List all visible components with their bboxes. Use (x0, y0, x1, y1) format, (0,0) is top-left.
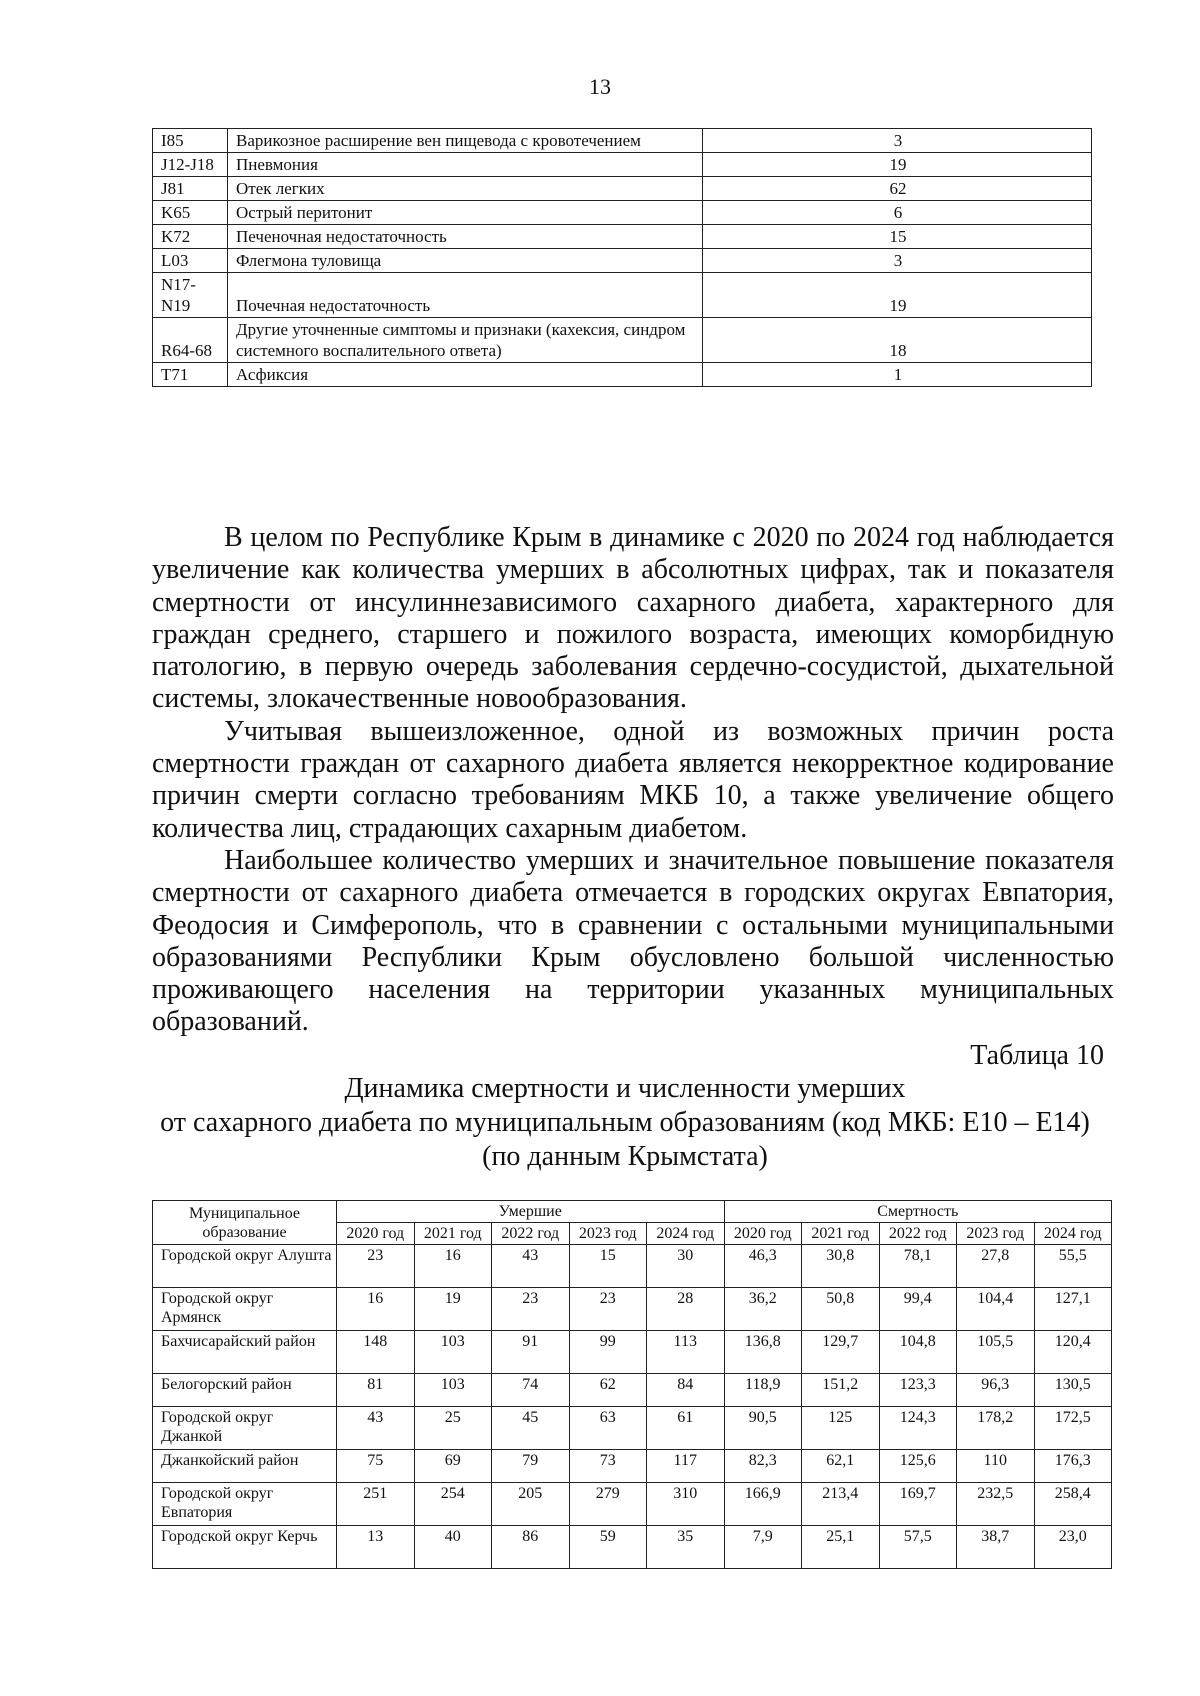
deaths-value: 69 (414, 1450, 492, 1483)
deaths-value: 251 (337, 1483, 415, 1526)
deaths-value: 30 (647, 1245, 725, 1288)
cause-row (153, 249, 1092, 273)
table-title-line: Динамика смертности и численности умерших (344, 1073, 906, 1104)
deaths-value: 23 (492, 1288, 570, 1331)
mortality-value: 55,5 (1034, 1245, 1112, 1288)
municipality-name: Городской округ Армянск (153, 1288, 337, 1331)
cause-code: N17-N19 (153, 273, 228, 318)
header-year-deaths: 2023 год (569, 1223, 647, 1245)
deaths-value: 40 (414, 1526, 492, 1569)
deaths-value: 61 (647, 1407, 725, 1450)
mortality-value: 176,3 (1034, 1450, 1112, 1483)
mortality-value: 125,6 (879, 1450, 957, 1483)
deaths-value: 74 (492, 1374, 570, 1407)
mortality-value: 172,5 (1034, 1407, 1112, 1450)
municipality-name: Городской округ Джанкой (153, 1407, 337, 1450)
mortality-value: 46,3 (724, 1245, 802, 1288)
mortality-value: 78,1 (879, 1245, 957, 1288)
body-text (152, 522, 1114, 1039)
deaths-value: 86 (492, 1526, 570, 1569)
paragraph: В целом по Республике Крым в динамике с 2020 по 2024 год наблюдается увеличение как количества умерших в абсолютных цифрах, так и показателя смертности от инсулиннезависимого сахарного диабета, характерного для граждан среднего, старшего и пожилого возраста, имеющих коморбидную патологию, в первую очередь заболевания сердечно-сосудистой, дыхательной системы, злокачественные новообразования. (152, 522, 1114, 715)
municipality-name: Белогорский район (153, 1374, 337, 1407)
page-number: 13 (589, 74, 611, 99)
mortality-table-body (153, 1245, 1112, 1569)
mortality-value: 36,2 (724, 1288, 802, 1331)
paragraph: Учитывая вышеизложенное, одной из возможных причин роста смертности граждан от сахарного диабета является некорректное кодирование причин смерти согласно требованиям МКБ 10, а также увеличение общего количества лиц, страдающих сахарным диабетом. (152, 715, 1114, 844)
cause-count: 15 (703, 225, 1092, 249)
mortality-value: 258,4 (1034, 1483, 1112, 1526)
cause-count: 3 (703, 249, 1092, 273)
deaths-value: 254 (414, 1483, 492, 1526)
municipality-name: Городской округ Алушта (153, 1245, 337, 1288)
mortality-value: 129,7 (802, 1331, 880, 1374)
mortality-value: 123,3 (879, 1374, 957, 1407)
header-year-mortality: 2024 год (1034, 1223, 1112, 1245)
mortality-value: 7,9 (724, 1526, 802, 1569)
mortality-value: 104,8 (879, 1331, 957, 1374)
cause-count: 18 (703, 318, 1092, 363)
cause-row (153, 225, 1092, 249)
mortality-value: 151,2 (802, 1374, 880, 1407)
cause-row (153, 363, 1092, 387)
deaths-value: 79 (492, 1450, 570, 1483)
header-year-deaths: 2022 год (492, 1223, 570, 1245)
mortality-value: 118,9 (724, 1374, 802, 1407)
municipality-row (153, 1374, 1112, 1407)
cause-row (153, 273, 1092, 318)
mortality-value: 27,8 (957, 1245, 1035, 1288)
cause-row (153, 318, 1092, 363)
deaths-value: 84 (647, 1374, 725, 1407)
cause-name: Отек легких (228, 177, 703, 201)
municipality-row (153, 1450, 1112, 1483)
deaths-value: 148 (337, 1331, 415, 1374)
municipality-row (153, 1331, 1112, 1374)
cause-row (153, 177, 1092, 201)
header-year-deaths: 2021 год (414, 1223, 492, 1245)
cause-count: 6 (703, 201, 1092, 225)
deaths-value: 23 (569, 1288, 647, 1331)
cause-count: 62 (703, 177, 1092, 201)
mortality-value: 104,4 (957, 1288, 1035, 1331)
deaths-value: 62 (569, 1374, 647, 1407)
municipality-row (153, 1526, 1112, 1569)
cause-row (153, 153, 1092, 177)
deaths-value: 28 (647, 1288, 725, 1331)
deaths-value: 103 (414, 1374, 492, 1407)
deaths-value: 205 (492, 1483, 570, 1526)
deaths-value: 117 (647, 1450, 725, 1483)
cause-name: Острый перитонит (228, 201, 703, 225)
mortality-value: 124,3 (879, 1407, 957, 1450)
header-year-mortality: 2020 год (724, 1223, 802, 1245)
mortality-value: 62,1 (802, 1450, 880, 1483)
municipality-row (153, 1483, 1112, 1526)
header-year-mortality: 2022 год (879, 1223, 957, 1245)
cause-code: I85 (153, 129, 228, 153)
mortality-value: 50,8 (802, 1288, 880, 1331)
mortality-value: 23,0 (1034, 1526, 1112, 1569)
deaths-value: 91 (492, 1331, 570, 1374)
mortality-value: 105,5 (957, 1331, 1035, 1374)
mortality-value: 120,4 (1034, 1331, 1112, 1374)
mortality-value: 38,7 (957, 1526, 1035, 1569)
deaths-value: 19 (414, 1288, 492, 1331)
mortality-value: 169,7 (879, 1483, 957, 1526)
municipality-row (153, 1245, 1112, 1288)
table-label: Таблица 10 (970, 1040, 1104, 1071)
municipality-name: Городской округ Евпатория (153, 1483, 337, 1526)
table-title-line: (по данным Крымстата) (482, 1141, 768, 1172)
cause-code: J12-J18 (153, 153, 228, 177)
cause-name: Пневмония (228, 153, 703, 177)
mortality-value: 82,3 (724, 1450, 802, 1483)
cause-count: 19 (703, 273, 1092, 318)
mortality-value: 213,4 (802, 1483, 880, 1526)
cause-name: Флегмона туловища (228, 249, 703, 273)
deaths-value: 23 (337, 1245, 415, 1288)
mortality-table-header (153, 1201, 1112, 1245)
deaths-value: 15 (569, 1245, 647, 1288)
table-title (100, 1072, 1150, 1174)
cause-count: 19 (703, 153, 1092, 177)
mortality-value: 130,5 (1034, 1374, 1112, 1407)
header-mortality: Смертность (724, 1201, 1112, 1223)
header-year-mortality: 2023 год (957, 1223, 1035, 1245)
cause-code: J81 (153, 177, 228, 201)
cause-name: Варикозное расширение вен пищевода с кровотечением (228, 129, 703, 153)
mortality-value: 136,8 (724, 1331, 802, 1374)
municipality-name: Джанкойский район (153, 1450, 337, 1483)
cause-name: Печеночная недостаточность (228, 225, 703, 249)
deaths-value: 63 (569, 1407, 647, 1450)
cause-name: Асфиксия (228, 363, 703, 387)
cause-code: L03 (153, 249, 228, 273)
mortality-value: 127,1 (1034, 1288, 1112, 1331)
mortality-value: 232,5 (957, 1483, 1035, 1526)
header-year-deaths: 2020 год (337, 1223, 415, 1245)
deaths-value: 99 (569, 1331, 647, 1374)
cause-row (153, 129, 1092, 153)
header-year-mortality: 2021 год (802, 1223, 880, 1245)
municipality-row (153, 1288, 1112, 1331)
deaths-value: 59 (569, 1526, 647, 1569)
causes-table-body (153, 129, 1092, 387)
deaths-value: 310 (647, 1483, 725, 1526)
municipality-row (153, 1407, 1112, 1450)
mortality-value: 166,9 (724, 1483, 802, 1526)
deaths-value: 45 (492, 1407, 570, 1450)
deaths-value: 13 (337, 1526, 415, 1569)
cause-row (153, 201, 1092, 225)
deaths-value: 43 (337, 1407, 415, 1450)
cause-code: T71 (153, 363, 228, 387)
paragraph: Наибольшее количество умерших и значительное повышение показателя смертности от сахарного диабета отмечается в городских округах Евпатория, Феодосия и Симферополь, что в сравнении с остальными муниципальными образованиями Республики Крым обусловлено большой численностью проживающего населения на территории указанных муниципальных образований. (152, 844, 1114, 1038)
cause-name: Другие уточненные симптомы и признаки (кахексия, синдром системного воспалительного ответа) (228, 318, 703, 363)
header-deaths: Умершие (337, 1201, 725, 1223)
municipality-name: Бахчисарайский район (153, 1331, 337, 1374)
deaths-value: 16 (337, 1288, 415, 1331)
deaths-value: 75 (337, 1450, 415, 1483)
deaths-value: 81 (337, 1374, 415, 1407)
cause-code: K72 (153, 225, 228, 249)
deaths-value: 16 (414, 1245, 492, 1288)
mortality-value: 99,4 (879, 1288, 957, 1331)
mortality-value: 57,5 (879, 1526, 957, 1569)
cause-name: Почечная недостаточность (228, 273, 703, 318)
deaths-value: 279 (569, 1483, 647, 1526)
cause-count: 3 (703, 129, 1092, 153)
mortality-value: 110 (957, 1450, 1035, 1483)
mortality-value: 178,2 (957, 1407, 1035, 1450)
mortality-value: 96,3 (957, 1374, 1035, 1407)
mortality-table (152, 1200, 1112, 1569)
causes-of-death-table (152, 128, 1092, 387)
mortality-value: 125 (802, 1407, 880, 1450)
header-municipality: Муниципальное образование (153, 1201, 337, 1245)
mortality-value: 25,1 (802, 1526, 880, 1569)
deaths-value: 35 (647, 1526, 725, 1569)
municipality-name: Городской округ Керчь (153, 1526, 337, 1569)
deaths-value: 43 (492, 1245, 570, 1288)
deaths-value: 113 (647, 1331, 725, 1374)
deaths-value: 103 (414, 1331, 492, 1374)
cause-code: K65 (153, 201, 228, 225)
header-year-deaths: 2024 год (647, 1223, 725, 1245)
deaths-value: 73 (569, 1450, 647, 1483)
cause-count: 1 (703, 363, 1092, 387)
mortality-value: 30,8 (802, 1245, 880, 1288)
deaths-value: 25 (414, 1407, 492, 1450)
table-title-line: от сахарного диабета по муниципальным образованиям (код МКБ: Е10 – Е14) (160, 1107, 1090, 1138)
cause-code: R64-68 (153, 318, 228, 363)
mortality-value: 90,5 (724, 1407, 802, 1450)
